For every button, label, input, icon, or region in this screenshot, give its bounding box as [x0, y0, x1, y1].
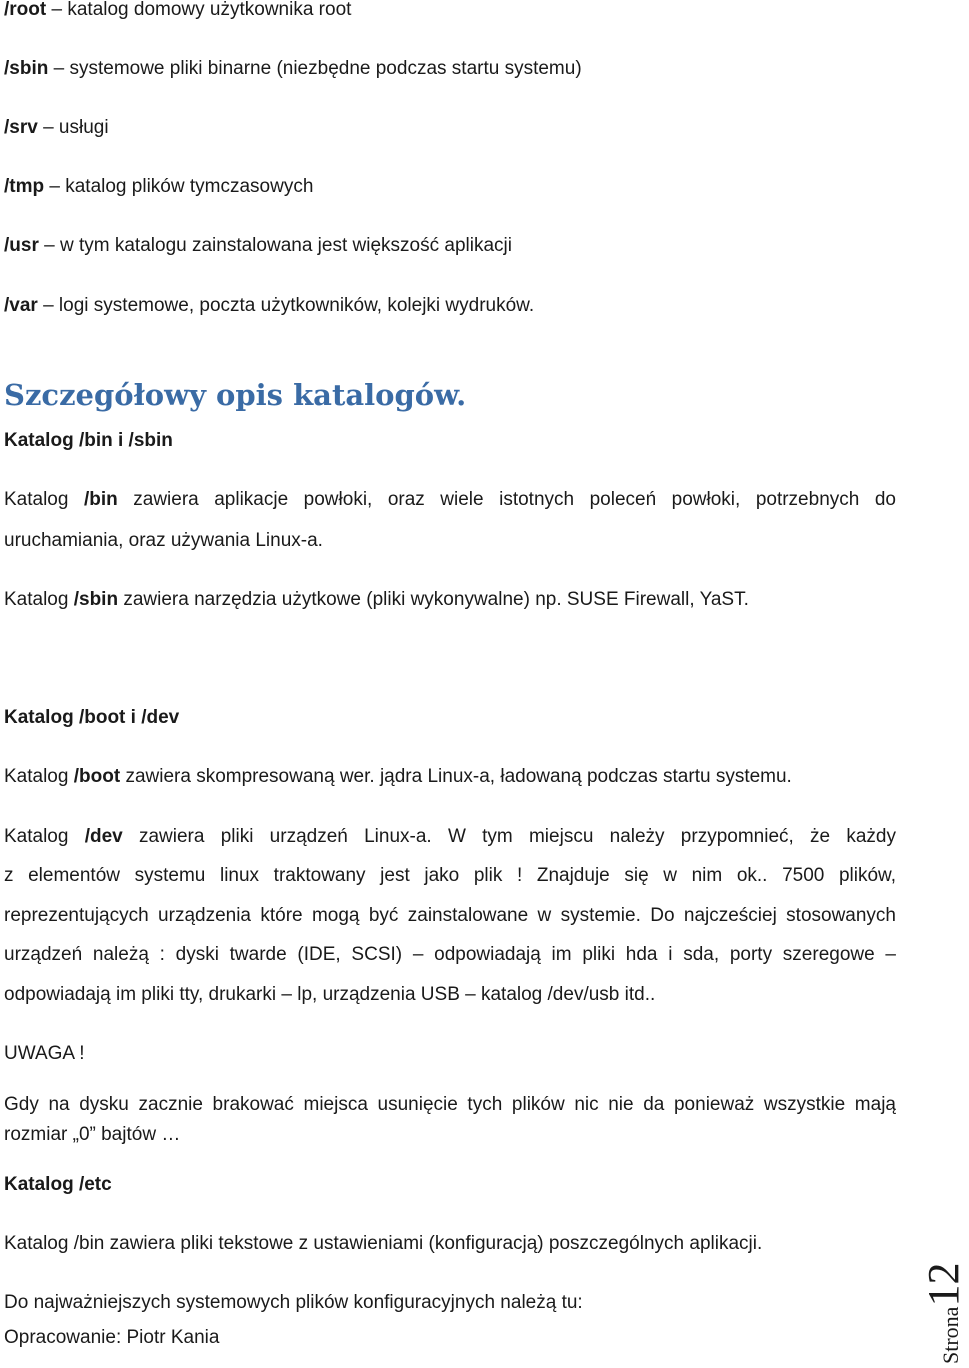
dir-path: /root	[4, 0, 47, 20]
paragraph-dev-line2: z elementów systemu linux traktowany jest jako plik ! Znajduje się w nim ok.. 7500 plików,	[4, 865, 896, 886]
warning-line2: rozmiar „0” bajtów …	[4, 1124, 181, 1145]
heading-etc: Katalog /etc	[4, 1174, 112, 1195]
dir-item-root	[4, 0, 351, 22]
text: zawiera pliki urządzeń Linux-a. W tym miejscu należy przypomnieć, że każdy	[122, 826, 896, 847]
section-title: Szczegółowy opis katalogów.	[4, 378, 467, 412]
heading-boot-dev: Katalog /boot i /dev	[4, 707, 180, 728]
text: Katalog	[4, 826, 85, 847]
dir-path: /srv	[4, 117, 38, 138]
dir-item-usr	[4, 234, 512, 258]
dir-desc: – katalog domowy użytkownika root	[46, 0, 352, 20]
dir-path: /var	[4, 295, 38, 316]
dir-desc: – logi systemowe, poczta użytkowników, kolejki wydruków.	[37, 295, 535, 316]
footer-author: Opracowanie: Piotr Kania	[4, 1327, 220, 1348]
paragraph-sbin	[4, 588, 749, 612]
page-label: Strona	[938, 1306, 963, 1364]
path-sbin: /sbin	[73, 589, 119, 610]
text: Katalog	[4, 589, 74, 610]
dir-item-srv	[4, 116, 109, 140]
dir-desc: – katalog plików tymczasowych	[44, 176, 314, 197]
page-number: 12	[919, 1262, 968, 1307]
dir-path: /sbin	[4, 58, 49, 79]
paragraph-dev-line3: reprezentujących urządzenia które mogą być zainstalowane w systemie. Do najcześciej stosowanych	[4, 905, 896, 926]
text: zawiera narzędzia użytkowe (pliki wykonywalne) np. SUSE Firewall, YaST.	[118, 589, 749, 610]
paragraph-bin-line1	[4, 488, 896, 512]
heading-bin-sbin: Katalog /bin i /sbin	[4, 430, 173, 451]
text: zawiera skompresowaną wer. jądra Linux-a, ładowaną podczas startu systemu.	[120, 766, 792, 787]
text: zawiera aplikacje powłoki, oraz wiele istotnych poleceń powłoki, potrzebnych do	[117, 489, 896, 510]
text: Katalog	[4, 766, 74, 787]
paragraph-dev-line1	[4, 825, 896, 849]
dir-path: /usr	[4, 235, 39, 256]
warning-label: UWAGA !	[4, 1043, 85, 1064]
paragraph-etc-1: Katalog /bin zawiera pliki tekstowe z ustawieniami (konfiguracją) poszczególnych aplikacji.	[4, 1233, 763, 1254]
paragraph-dev-line5: odpowiadają im pliki tty, drukarki – lp, urządzenia USB – katalog /dev/usb itd..	[4, 984, 656, 1005]
paragraph-dev-line4: urządzeń należą : dyski twarde (IDE, SCSI) – odpowiadają im pliki hda i sda, porty szeregowe –	[4, 944, 896, 965]
page-number-label	[918, 1263, 969, 1364]
dir-desc: – w tym katalogu zainstalowana jest większość aplikacji	[38, 235, 512, 256]
paragraph-boot	[4, 765, 792, 789]
paragraph-bin-line2: uruchamiania, oraz używania Linux-a.	[4, 530, 323, 551]
dir-desc: – usługi	[37, 117, 109, 138]
path-boot: /boot	[73, 766, 121, 787]
warning-line1: Gdy na dysku zacznie brakować miejsca usunięcie tych plików nic nie da ponieważ wszystkie mają	[4, 1094, 896, 1115]
path-dev: /dev	[84, 826, 123, 847]
text: Katalog	[4, 489, 84, 510]
dir-item-tmp	[4, 175, 313, 199]
dir-item-var	[4, 294, 534, 318]
dir-item-sbin	[4, 57, 582, 81]
dir-path: /tmp	[4, 176, 45, 197]
paragraph-etc-2: Do najważniejszych systemowych plików konfiguracyjnych należą tu:	[4, 1292, 583, 1313]
path-bin: /bin	[83, 489, 118, 510]
dir-desc: – systemowe pliki binarne (niezbędne podczas startu systemu)	[48, 58, 582, 79]
